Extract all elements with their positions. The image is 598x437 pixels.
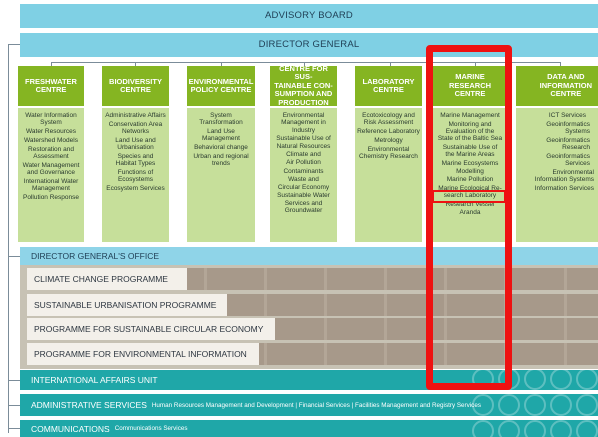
centre-item: Geoinformatics Systems bbox=[546, 120, 590, 136]
advisory-board-label: ADVISORY BOARD bbox=[265, 10, 353, 21]
director-generals-office-label: DIRECTOR GENERAL'S OFFICE bbox=[31, 251, 160, 261]
centre-items-environmental-policy bbox=[187, 108, 255, 242]
centre-item: Environmental Information Systems bbox=[534, 169, 594, 184]
decorative-circle bbox=[524, 394, 546, 416]
centre-title-marine-research: MARINE RESEARCH CENTRE bbox=[433, 66, 507, 106]
centre-item: Watershed Models bbox=[24, 136, 78, 144]
centre-items-sustainable-consumption bbox=[270, 108, 337, 242]
centre-items-laboratory bbox=[355, 108, 422, 242]
director-general-label: DIRECTOR GENERAL bbox=[258, 39, 360, 50]
centre-title-environmental-policy: ENVIRONMENTAL POLICY CENTRE bbox=[187, 66, 255, 106]
centre-item: Waste and Circular Economy bbox=[277, 176, 330, 191]
centre-item: Sustainable Water Services and Groundwater bbox=[277, 192, 330, 215]
unit-title: INTERNATIONAL AFFAIRS UNIT bbox=[31, 375, 158, 385]
centre-item: Ecosystem Services bbox=[106, 185, 165, 193]
centre-item: Land Use and Urbanisation bbox=[115, 136, 156, 152]
centre-column-data-information bbox=[516, 66, 598, 242]
programme-circular-economy: PROGRAMME FOR SUSTAINABLE CIRCULAR ECONOMY bbox=[34, 324, 264, 334]
decorative-circles bbox=[468, 394, 598, 416]
centre-item: Restoration and Assessment bbox=[28, 145, 74, 160]
decorative-circle bbox=[576, 420, 598, 437]
decorative-circle bbox=[472, 420, 494, 437]
decorative-circle bbox=[498, 420, 520, 437]
centre-item: Functions of Ecosystems bbox=[117, 169, 154, 184]
decorative-circle bbox=[524, 370, 546, 390]
decorative-circle bbox=[576, 370, 598, 390]
centre-items-freshwater bbox=[18, 108, 84, 242]
centre-item: Geoinformatics Services bbox=[546, 152, 590, 168]
centre-title-biodiversity: BIODIVERSITY CENTRE bbox=[102, 66, 169, 106]
centre-item: Marine Ecological Re- search Laboratory bbox=[438, 185, 502, 200]
decorative-circle bbox=[550, 370, 572, 390]
centre-item: Marine Management bbox=[440, 112, 500, 119]
programme-label-box bbox=[27, 318, 275, 340]
decorative-circle bbox=[550, 420, 572, 437]
centre-item: ICT Services bbox=[548, 112, 586, 119]
centre-item: Water Resources bbox=[26, 128, 76, 136]
centre-item: Environmental Management in Industry bbox=[281, 112, 326, 134]
unit-subtitle: Human Resources Management and Development | Financial Services | Facilities Management and Registry Services bbox=[151, 401, 481, 409]
programme-label-box bbox=[27, 268, 187, 290]
advisory-board-bar bbox=[20, 4, 598, 28]
centre-item: Pollution Response bbox=[22, 193, 79, 201]
programme-label-box bbox=[27, 294, 227, 316]
centre-item: Marine Ecosystems Modelling bbox=[441, 160, 499, 175]
centre-item: Urban and regional trends bbox=[193, 152, 249, 168]
decorative-circle bbox=[576, 394, 598, 416]
centre-title-data-information: DATA AND INFORMATION CENTRE bbox=[516, 66, 598, 106]
marine-pollution-highlight bbox=[432, 190, 506, 203]
administrative-services-bar bbox=[20, 394, 598, 416]
centre-item: Research Vessel Aranda bbox=[445, 201, 495, 216]
unit-subtitle: Communications Services bbox=[114, 425, 188, 432]
unit-title: COMMUNICATIONS bbox=[31, 423, 110, 434]
centre-items-data-information bbox=[516, 108, 598, 242]
centre-item: International Water Management bbox=[23, 177, 79, 193]
centre-item: Reference Laboratory bbox=[357, 128, 420, 136]
centre-item: Sustainable Use of the Marine Areas bbox=[442, 144, 498, 159]
centre-column-freshwater bbox=[18, 66, 84, 242]
programme-climate-change: CLIMATE CHANGE PROGRAMME bbox=[34, 274, 168, 284]
centre-item: Water Information System bbox=[25, 112, 77, 127]
programme-label-box bbox=[27, 343, 259, 365]
centre-item: Geoinformatics Research bbox=[546, 136, 590, 152]
programme-environmental-information: PROGRAMME FOR ENVIRONMENTAL INFORMATION bbox=[34, 349, 247, 359]
org-spine-line bbox=[8, 44, 9, 433]
decorative-circles bbox=[468, 420, 598, 437]
unit-link bbox=[8, 380, 20, 381]
centre-items-biodiversity bbox=[102, 108, 169, 242]
centre-item: Water Management and Governance bbox=[22, 161, 80, 177]
centre-item: Climate and Air Pollution bbox=[286, 151, 321, 166]
centre-title-laboratory: LABORATORY CENTRE bbox=[355, 66, 422, 106]
unit-title: ADMINISTRATIVE SERVICES bbox=[31, 400, 147, 410]
marine-column-highlight bbox=[426, 45, 512, 390]
programme-sustainable-urbanisation: SUSTAINABLE URBANISATION PROGRAMME bbox=[34, 300, 217, 310]
centre-item: Behavioral change bbox=[194, 144, 248, 152]
decorative-circle bbox=[472, 394, 494, 416]
centre-item: Conservation Area Networks bbox=[108, 120, 163, 136]
centre-item: Land Use Management bbox=[202, 128, 240, 143]
centre-title-freshwater: FRESHWATER CENTRE bbox=[18, 66, 84, 106]
centre-item: Contaminants bbox=[283, 167, 324, 175]
communications-bar bbox=[20, 420, 598, 437]
decorative-circle bbox=[550, 394, 572, 416]
centre-item: Sustainable Use of Natural Resources bbox=[276, 135, 331, 150]
dgo-link bbox=[8, 256, 20, 257]
centre-column-laboratory bbox=[355, 66, 422, 242]
centre-item: Information Services bbox=[534, 185, 594, 193]
centre-item: System Transformation bbox=[199, 112, 243, 127]
centre-column-sustainable-consumption bbox=[270, 66, 337, 242]
centre-item: Species and Habitat Types bbox=[115, 152, 156, 168]
centre-item: Metrology bbox=[374, 136, 403, 144]
centre-column-environmental-policy bbox=[187, 66, 255, 242]
unit-link bbox=[8, 428, 20, 429]
centre-title-sustainable-consumption: CENTRE FOR SUS- TAINABLE CON- SUMPTION AND PRODUCTION bbox=[270, 66, 337, 106]
decorative-circle bbox=[524, 420, 546, 437]
centre-item: Administrative Affairs bbox=[105, 112, 166, 119]
decorative-circle bbox=[498, 394, 520, 416]
centre-item: Monitoring and Evaluation of the State of the Baltic Sea bbox=[437, 120, 503, 143]
unit-link bbox=[8, 405, 20, 406]
centre-item: Ecotoxicology and Risk Assessment bbox=[362, 112, 415, 127]
centre-item: Environmental Chemistry Research bbox=[359, 145, 418, 160]
director-general-link bbox=[8, 44, 20, 45]
centre-column-biodiversity bbox=[102, 66, 169, 242]
marine-pollution-item: Marine Pollution bbox=[446, 176, 494, 184]
